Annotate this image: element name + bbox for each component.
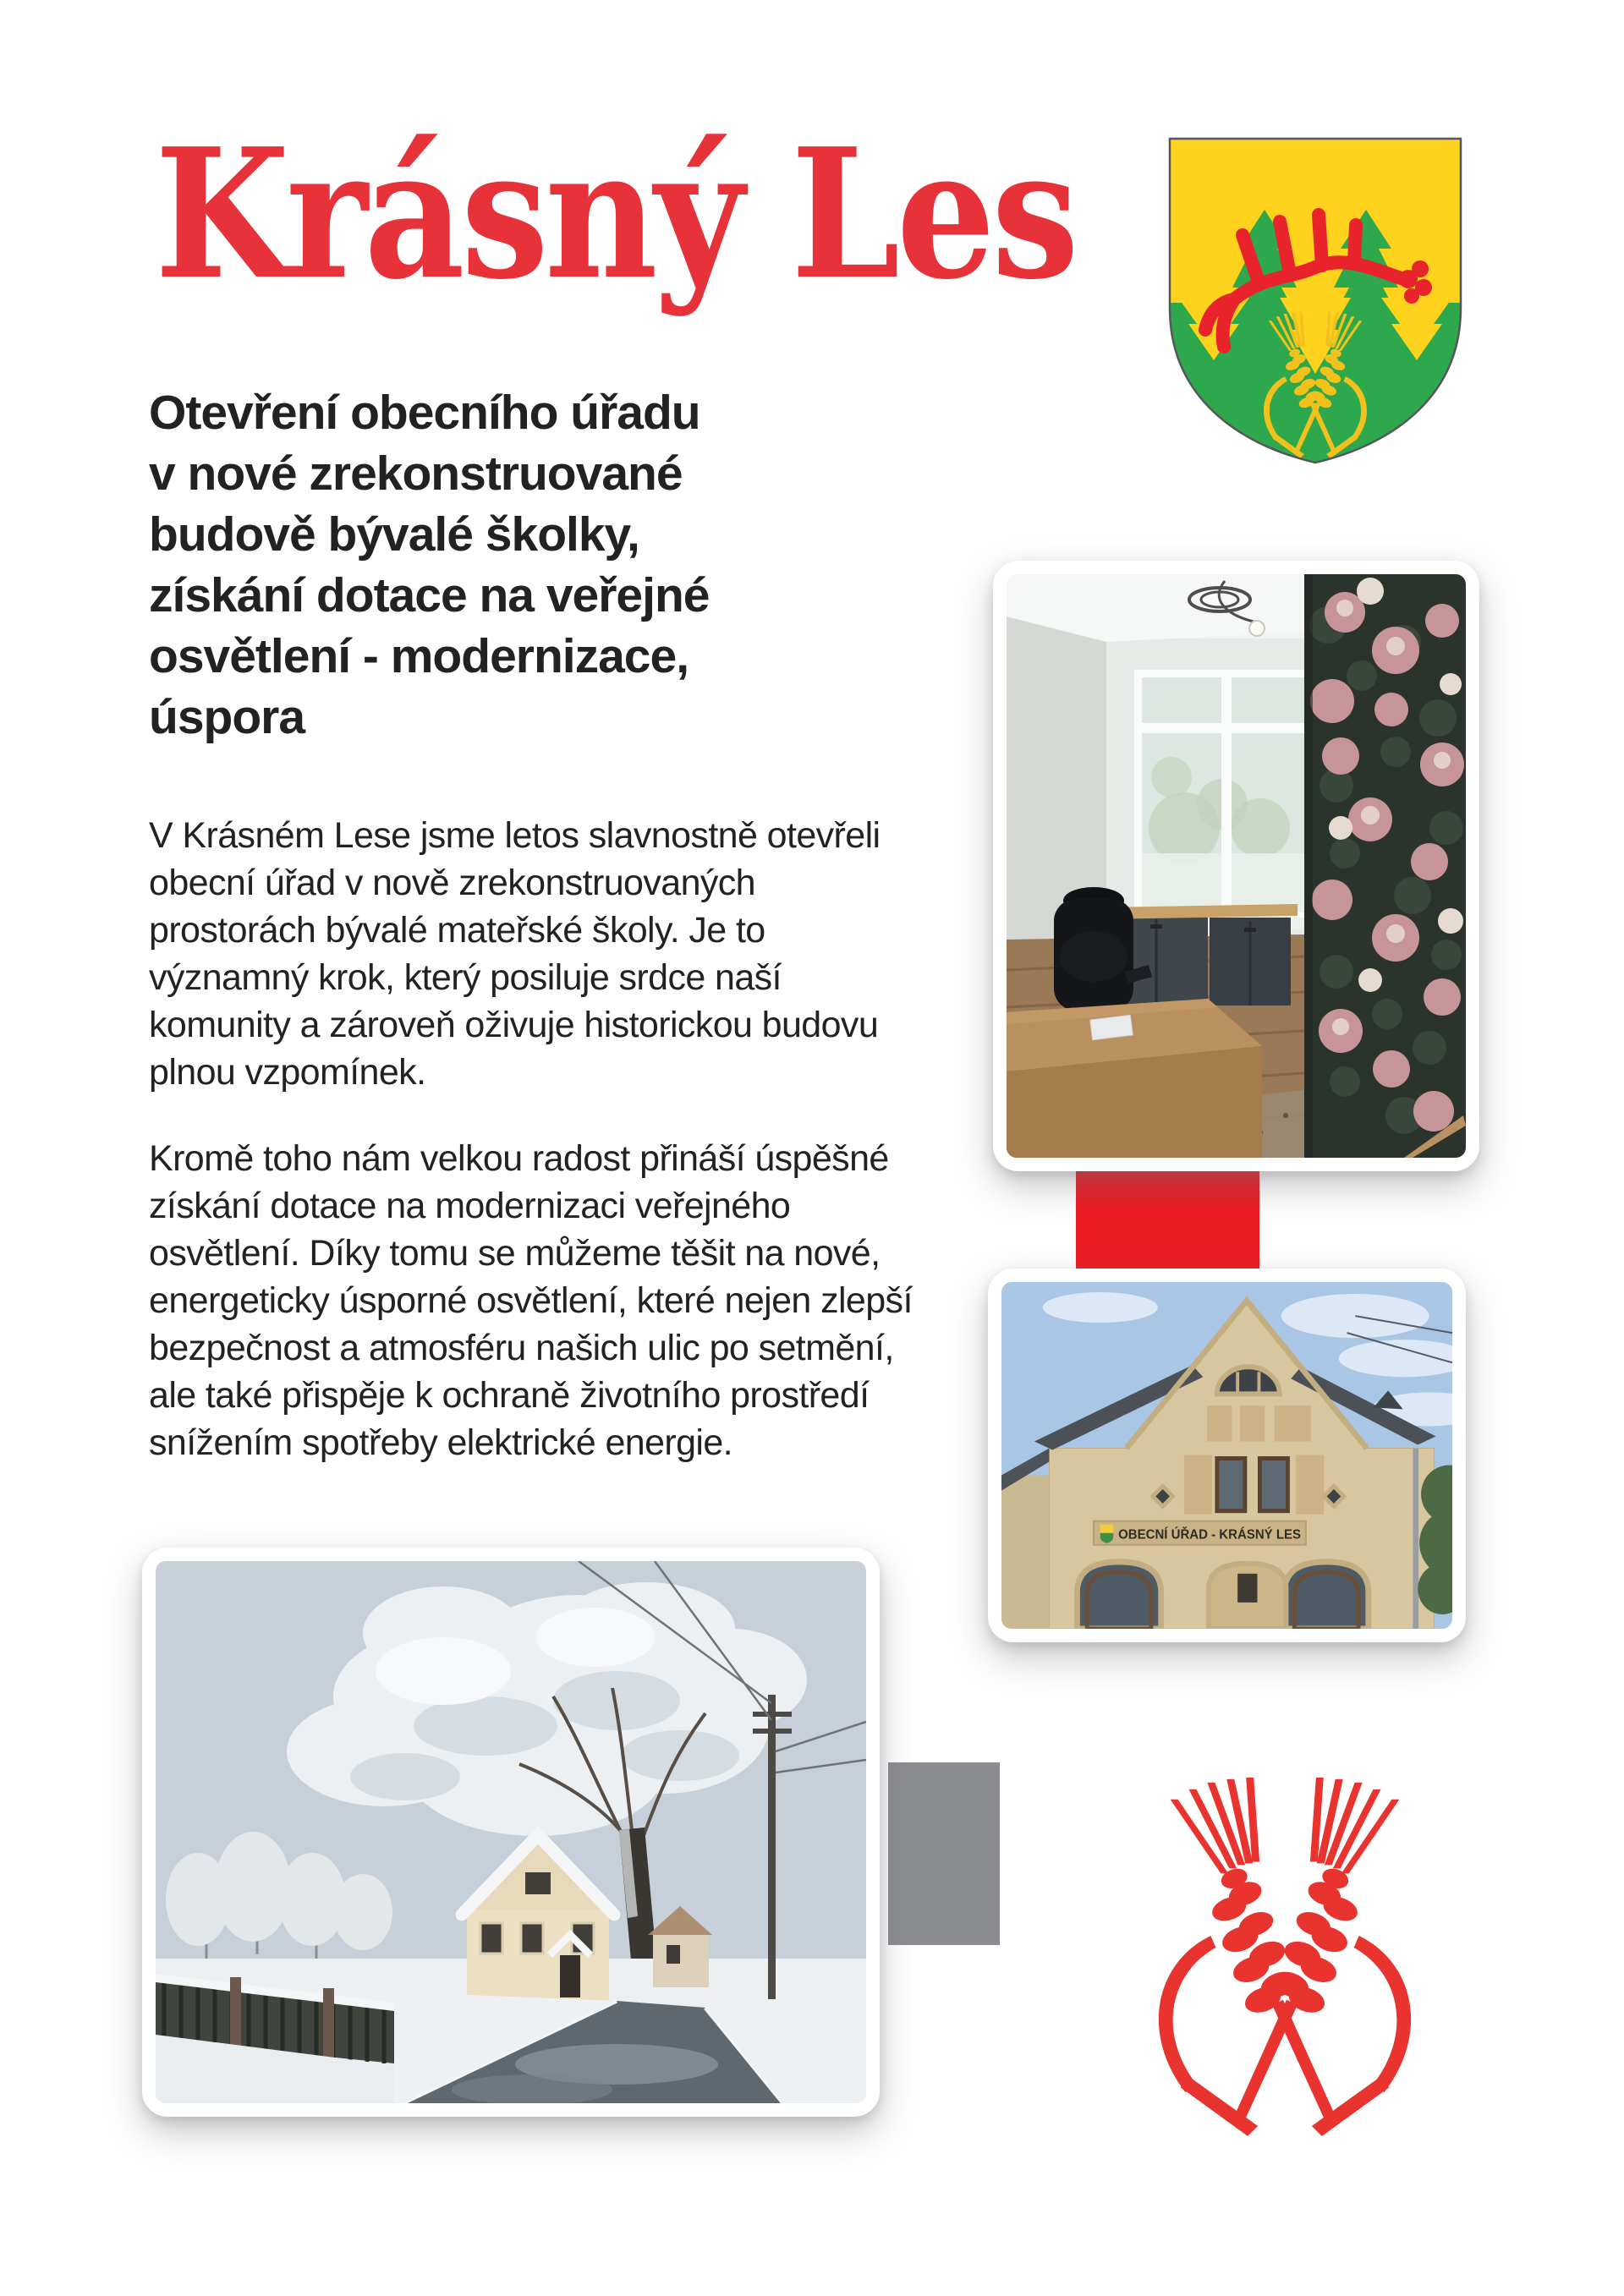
heading-line: úspora <box>149 690 305 744</box>
paragraph-line: V Krásném Lese jsme letos slavnostně otevřeli <box>149 815 881 856</box>
office-desk <box>1007 999 1262 1158</box>
paragraph-line: ale také přispěje k ochraně životního prostředí <box>149 1375 870 1416</box>
gray-decor-block <box>888 1762 1000 1945</box>
heading-line: Otevření obecního úřadu <box>149 386 700 440</box>
office-interior-photo <box>1007 574 1466 1158</box>
winter-street-photo <box>156 1561 866 2103</box>
tree-foliage <box>1418 1466 1452 1614</box>
article-paragraph-2 <box>149 1135 961 1466</box>
sign-crest-icon <box>1100 1525 1114 1533</box>
office-sign <box>1094 1521 1306 1545</box>
paragraph-line: snížením spotřeby elektrické energie. <box>149 1422 733 1463</box>
red-connector-block <box>1076 1164 1259 1275</box>
paragraph-line: získání dotace na modernizaci veřejného <box>149 1186 791 1226</box>
photo-card-winter-street <box>142 1548 880 2117</box>
heading-line: v nové zrekonstruované <box>149 447 683 501</box>
photo-card-office-interior <box>993 561 1479 1171</box>
article-heading <box>149 382 817 748</box>
heading-line: budově bývalé školky, <box>149 507 639 562</box>
floral-wallpaper-column <box>1304 574 1466 1158</box>
wheat-and-sickles-emblem-icon <box>1083 1756 1487 2136</box>
municipal-building-photo <box>1001 1282 1452 1629</box>
paragraph-line: energeticky úsporné osvětlení, které nejen zlepší <box>149 1280 913 1321</box>
downpipe <box>1413 1448 1418 1629</box>
center-door-arch <box>1209 1564 1286 1629</box>
left-wing <box>1001 1476 1049 1629</box>
photo-card-municipal-building <box>988 1269 1466 1642</box>
paragraph-line: obecní úřad v nově zrekonstruovaných <box>149 863 756 903</box>
article-paragraph-1 <box>149 812 961 1096</box>
facade-patches <box>1207 1406 1311 1441</box>
paragraph-line: Kromě toho nám velkou radost přináší úspěšné <box>149 1138 889 1179</box>
paragraph-line: osvětlení. Díky tomu se můžeme těšit na nové, <box>149 1233 881 1274</box>
krasny-les-coat-of-arms-icon <box>1161 134 1469 468</box>
paragraph-line: významný krok, který posiluje srdce naší <box>149 957 782 998</box>
paragraph-line: komunity a zároveň oživuje historickou budovu <box>149 1005 879 1045</box>
paragraph-line: prostorách bývalé mateřské školy. Je to <box>149 910 765 951</box>
sign-text: OBECNÍ ÚŘAD - KRÁSNÝ LES <box>1118 1527 1302 1543</box>
heading-line: získání dotace na veřejné <box>149 568 710 622</box>
paragraph-line: bezpečnost a atmosféru našich ulic po setmění, <box>149 1328 894 1368</box>
paragraph-line: plnou vzpomínek. <box>149 1052 426 1093</box>
page-title: Krásný Les <box>155 109 1076 319</box>
paper-sheet <box>1090 1015 1133 1040</box>
heading-line: osvětlení - modernizace, <box>149 629 689 683</box>
